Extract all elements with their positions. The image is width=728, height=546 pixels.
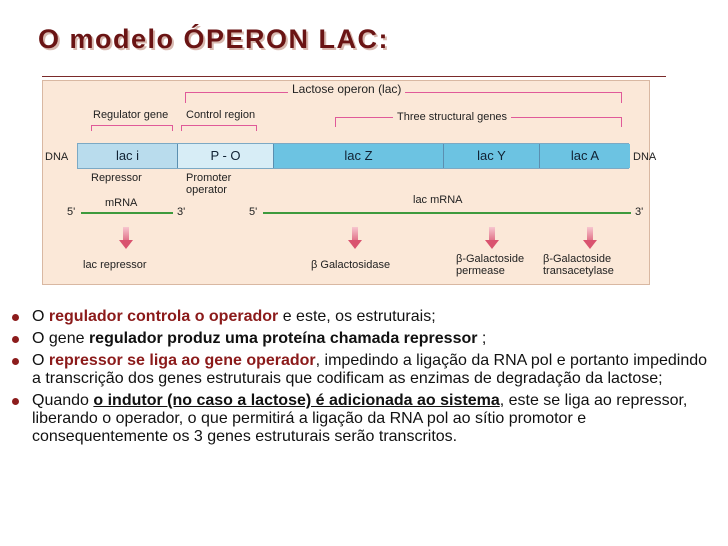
- three-prime-label-2: 3': [635, 206, 644, 218]
- bullet-text-pre: O: [32, 308, 49, 325]
- bullet-highlight: repressor se liga ao gene operador: [48, 352, 316, 369]
- dna-right-label: DNA: [633, 151, 657, 163]
- lac-operon-diagram: [42, 80, 657, 285]
- list-item: [10, 330, 720, 348]
- control-bracket: [181, 125, 257, 131]
- down-arrow-icon: [348, 227, 362, 249]
- three-prime-label-1: 3': [177, 206, 186, 218]
- five-prime-label-2: 5': [249, 206, 258, 218]
- regulator-mrna-line: [81, 212, 173, 214]
- repressor-label: Repressor: [91, 172, 142, 184]
- bullet-highlight: o indutor (no caso a lactose) é adicionada ao sistema: [93, 392, 500, 409]
- structural-genes-label: Three structural genes: [393, 111, 511, 123]
- promoter-operator-label: Promoter operator: [186, 172, 232, 196]
- list-item: [10, 352, 720, 388]
- lac-a-gene: lac A: [540, 144, 630, 168]
- lac-mrna-line: [263, 212, 631, 214]
- list-item: [10, 308, 720, 326]
- beta-galactosidase-label: β Galactosidase: [311, 259, 391, 271]
- five-prime-label-1: 5': [67, 206, 76, 218]
- mrna-label: mRNA: [105, 197, 138, 209]
- bullet-text-pre: Quando: [32, 392, 94, 409]
- bullet-text-post: , impedindo a ligação da RNA pol e portanto impedindo a transcrição dos genes estruturais que codificam as enzimas de degradação da lactose;: [32, 352, 708, 387]
- bullet-icon: [12, 358, 19, 365]
- bullet-text-pre: O gene: [32, 330, 89, 347]
- lac-y-gene: lac Y: [444, 144, 540, 168]
- down-arrow-icon: [583, 227, 597, 249]
- regulator-gene-label: Regulator gene: [93, 109, 169, 121]
- bullet-text-pre: O: [32, 352, 49, 369]
- bullet-text-post: e este, os estruturais;: [278, 308, 436, 325]
- slide-title: O modelo ÓPERON LAC:: [38, 24, 390, 54]
- dna-strand: [77, 143, 629, 169]
- control-region-label: Control region: [186, 109, 256, 121]
- title-divider: [42, 76, 666, 77]
- down-arrow-icon: [485, 227, 499, 249]
- lac-mrna-label: lac mRNA: [413, 194, 463, 206]
- bullet-text-post: ;: [477, 330, 487, 347]
- bullet-text-post: , este se liga ao repressor, liberando o operador, o que permitirá a ligação da RNA pol ao sítio promotor e consequentemente os 3 genes estruturais serão transcritos.: [32, 392, 688, 445]
- bullet-highlight: regulador controla o operador: [48, 308, 279, 325]
- down-arrow-icon: [119, 227, 133, 249]
- regulator-bracket: [91, 125, 173, 131]
- lac-z-gene: lac Z: [274, 144, 444, 168]
- list-item: [10, 392, 720, 446]
- beta-galactoside-permease-label: β-Galactoside permease: [456, 253, 525, 277]
- bullet-icon: [12, 336, 19, 343]
- lac-repressor-label: lac repressor: [83, 259, 147, 271]
- bullet-icon: [12, 398, 19, 405]
- dna-left-label: DNA: [45, 151, 69, 163]
- operon-label: Lactose operon (lac): [288, 83, 405, 95]
- promoter-operator-region: P - O: [178, 144, 274, 168]
- bullet-icon: [12, 314, 19, 321]
- bullet-highlight: regulador produz uma proteína chamada repressor: [88, 330, 478, 347]
- bullet-list: [10, 308, 720, 450]
- lac-i-gene: lac i: [78, 144, 178, 168]
- beta-galactoside-transacetylase-label: β-Galactoside transacetylase: [543, 253, 614, 277]
